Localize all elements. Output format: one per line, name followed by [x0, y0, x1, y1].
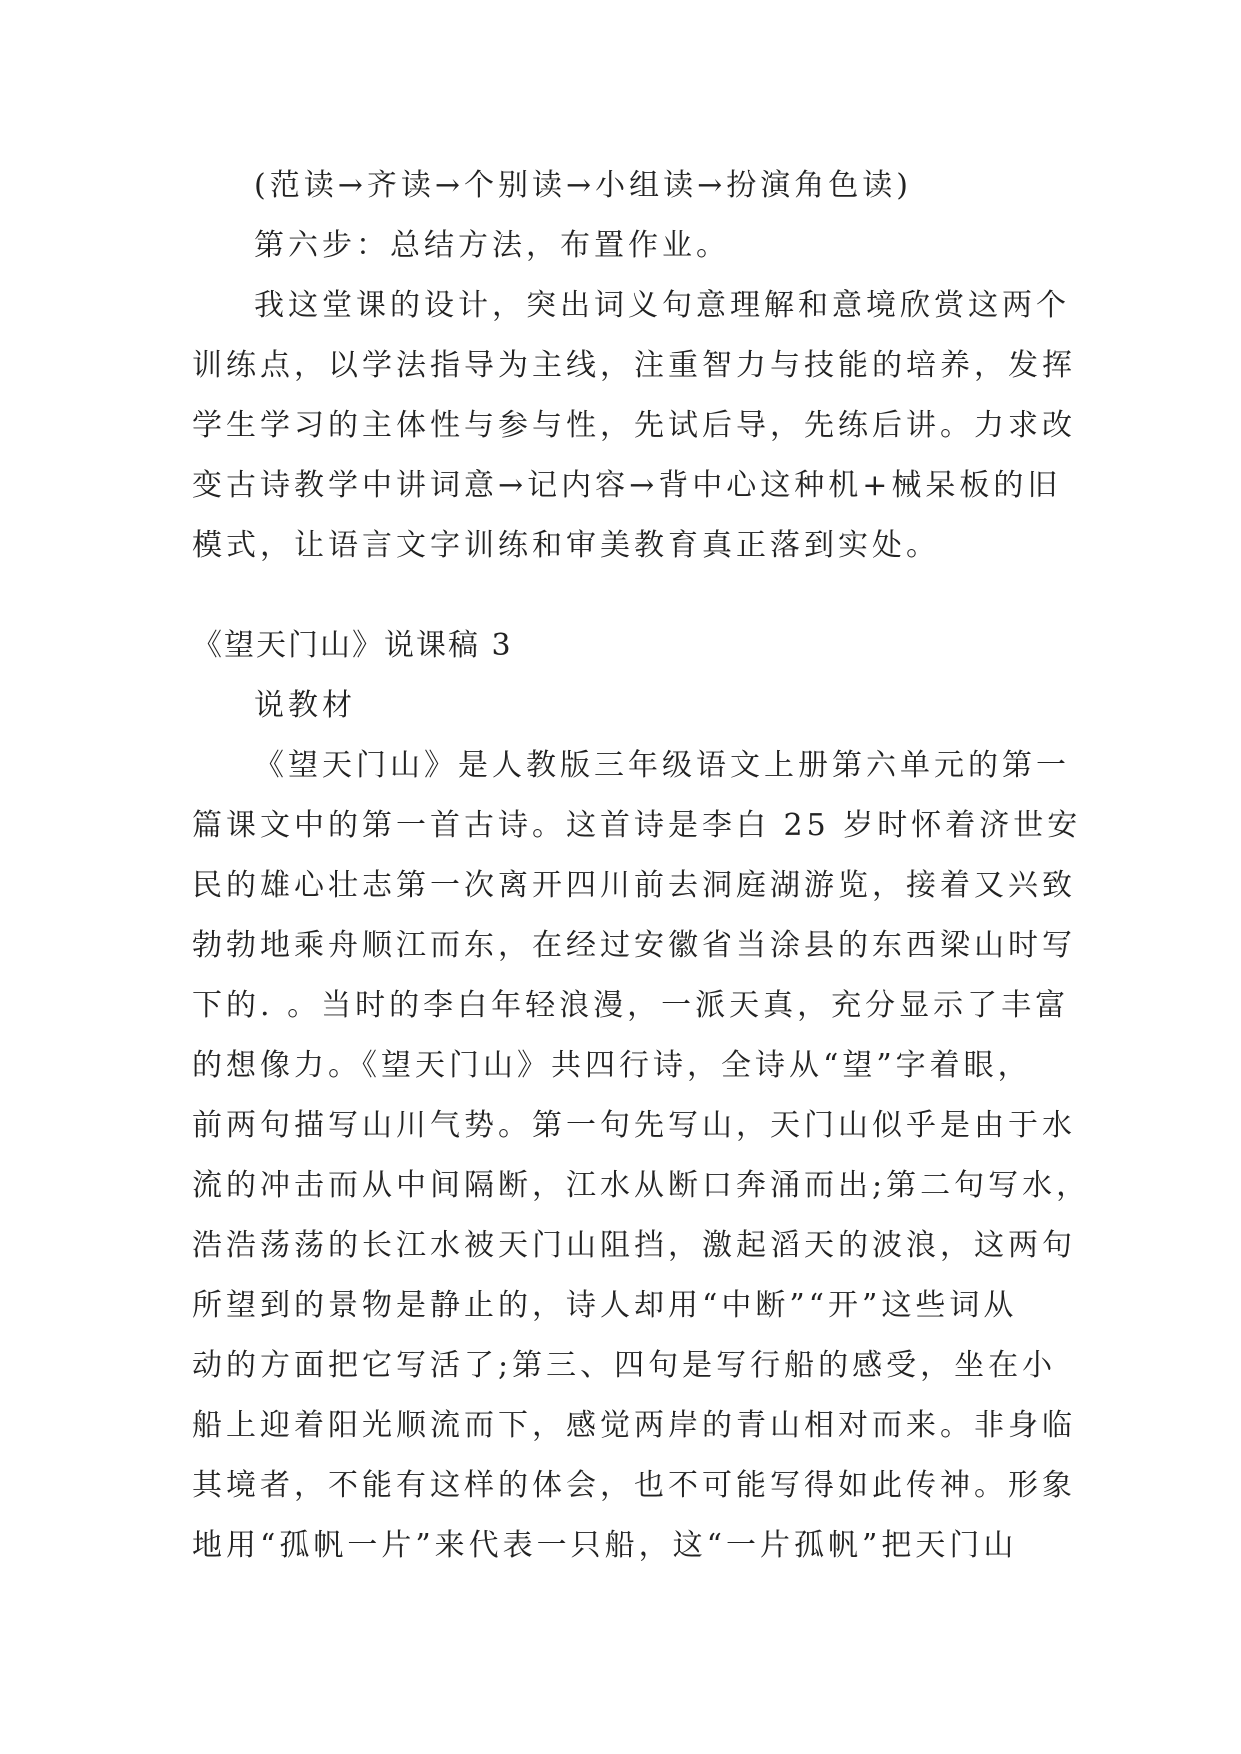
- body-line: 流的冲击而从中间隔断，江水从断口奔涌而出;第二句写水，: [192, 1168, 1091, 1203]
- reading-sequence-line: (范读→齐读→个别读→小组读→扮演角色读): [254, 168, 912, 203]
- body-line: 浩浩荡荡的长江水被天门山阻挡，激起滔天的波浪，这两句: [192, 1228, 1076, 1263]
- body-line: 的想像力。《望天门山》共四行诗，全诗从“望”字着眼，: [192, 1048, 1032, 1083]
- body-line: 下的. 。当时的李白年轻浪漫，一派天真，充分显示了丰富: [192, 988, 1070, 1023]
- body-line: 篇课文中的第一首古诗。这首诗是李白 25 岁时怀着济世安: [192, 808, 1082, 843]
- body-line: 地用“孤帆一片”来代表一只船，这“一片孤帆”把天门山: [192, 1528, 1018, 1563]
- summary-line: 学生学习的主体性与参与性，先试后导，先练后讲。力求改: [192, 408, 1076, 443]
- summary-line: 我这堂课的设计，突出词义句意理解和意境欣赏这两个: [254, 288, 1070, 323]
- body-line: 民的雄心壮志第一次离开四川前去洞庭湖游览，接着又兴致: [192, 868, 1076, 903]
- step-six-line: 第六步：总结方法，布置作业。: [254, 228, 730, 263]
- summary-line: 训练点，以学法指导为主线，注重智力与技能的培养，发挥: [192, 348, 1076, 383]
- section-subheading: 说教材: [254, 688, 356, 723]
- summary-line: 变古诗教学中讲词意→记内容→背中心这种机+械呆板的旧: [192, 468, 1062, 503]
- body-line: 船上迎着阳光顺流而下，感觉两岸的青山相对而来。非身临: [192, 1408, 1076, 1443]
- body-line: 动的方面把它写活了;第三、四句是写行船的感受，坐在小: [192, 1348, 1057, 1383]
- body-line: 所望到的景物是静止的，诗人却用“中断”“开”这些词从: [192, 1288, 1018, 1323]
- body-line: 前两句描写山川气势。第一句先写山，天门山似乎是由于水: [192, 1108, 1076, 1143]
- body-line: 勃勃地乘舟顺江而东，在经过安徽省当涂县的东西梁山时写: [192, 928, 1076, 963]
- section-title: 《望天门山》说课稿 3: [192, 628, 513, 663]
- body-line: 《望天门山》是人教版三年级语文上册第六单元的第一: [254, 748, 1070, 783]
- body-line: 其境者，不能有这样的体会，也不可能写得如此传神。形象: [192, 1468, 1076, 1503]
- summary-line: 模式，让语言文字训练和审美教育真正落到实处。: [192, 528, 940, 563]
